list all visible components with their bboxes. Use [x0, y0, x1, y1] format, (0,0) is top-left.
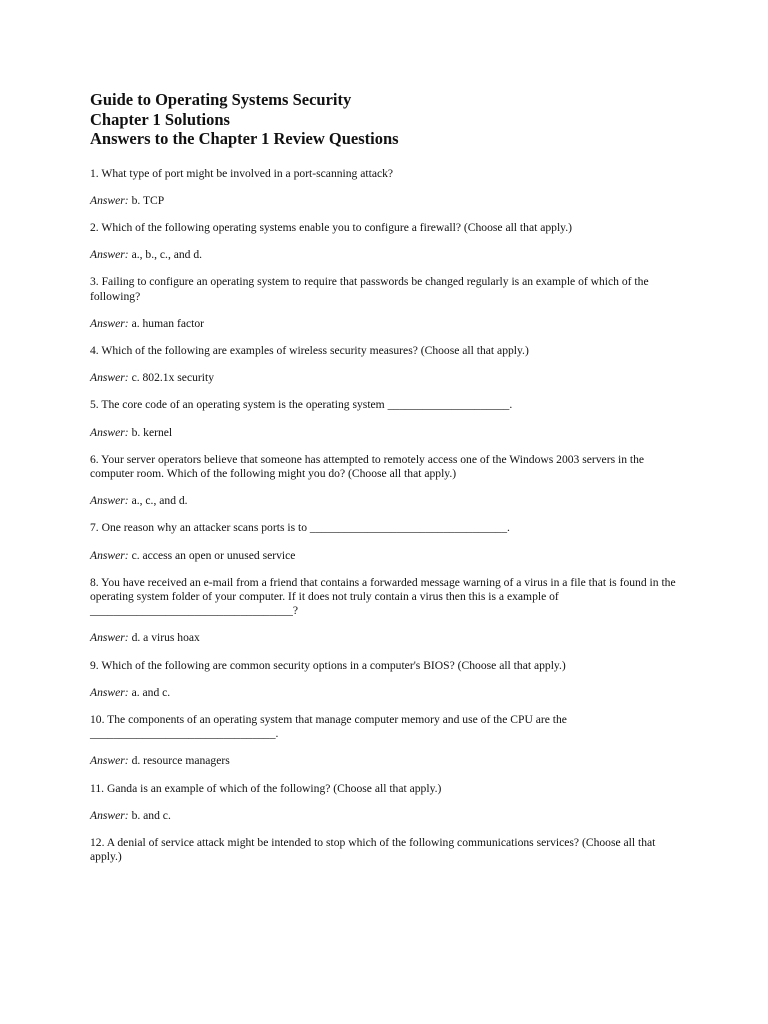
answer-text: c. access an open or unused service — [131, 548, 296, 562]
answer-text: b. TCP — [131, 193, 165, 207]
answer-label: Answer: — [90, 685, 129, 699]
question-text: 3. Failing to configure an operating system to require that passwords be changed regularly is an example of which of the following? — [90, 275, 649, 303]
section-title: Answers to the Chapter 1 Review Questions — [90, 129, 399, 148]
answer-line — [90, 549, 690, 563]
answer-label: Answer: — [90, 425, 129, 439]
question-text: 11. Ganda is an example of which of the following? (Choose all that apply.) — [90, 781, 442, 795]
answer-line — [90, 754, 690, 768]
chapter-title: Chapter 1 Solutions — [90, 109, 230, 129]
document-page — [90, 90, 690, 877]
question-text: 4. Which of the following are examples of wireless security measures? (Choose all that apply.) — [90, 343, 529, 357]
answer-line — [90, 809, 690, 823]
answer-label: Answer: — [90, 248, 129, 262]
answer-label: Answer: — [90, 754, 129, 768]
question-list — [90, 167, 690, 865]
answer-text: b. kernel — [131, 425, 173, 439]
document-title: Guide to Operating Systems Security — [90, 90, 352, 109]
question-text: 1. What type of port might be involved in a port-scanning attack? — [90, 166, 394, 180]
answer-line — [90, 686, 690, 700]
answer-line — [90, 631, 690, 645]
question-text: 10. The components of an operating system that manage computer memory and use of the CPU are the ________________________________. — [90, 712, 567, 741]
answer-text: a., c., and d. — [131, 494, 188, 508]
question-text: 5. The core code of an operating system is the operating system _____________________. — [90, 398, 513, 412]
answer-label: Answer: — [90, 371, 129, 385]
answer-label: Answer: — [90, 631, 129, 645]
answer-line — [90, 194, 690, 208]
answer-label: Answer: — [90, 494, 129, 508]
answer-line — [90, 317, 690, 331]
answer-text: d. a virus hoax — [131, 631, 200, 645]
answer-label: Answer: — [90, 193, 129, 207]
answer-label: Answer: — [90, 808, 129, 822]
answer-label: Answer: — [90, 548, 129, 562]
answer-line — [90, 371, 690, 385]
answer-text: a., b., c., and d. — [131, 248, 203, 262]
answer-line — [90, 426, 690, 440]
question-text: 6. Your server operators believe that someone has attempted to remotely access one of the Windows 2003 servers in the computer room. Which of the following might you do? (Choose all that apply.) — [90, 452, 645, 480]
answer-text: d. resource managers — [131, 754, 230, 768]
answer-line — [90, 494, 690, 508]
document-header — [90, 90, 690, 149]
question-text: 7. One reason why an attacker scans ports is to __________________________________. — [90, 521, 510, 535]
question-text: 8. You have received an e-mail from a friend that contains a forwarded message warning of a virus in a file that is found in the operating system folder of your computer. If it does not truly contain a virus then this is a example of ___________________________________? — [90, 575, 676, 618]
answer-label: Answer: — [90, 316, 129, 330]
answer-text: a. and c. — [131, 685, 171, 699]
answer-line — [90, 248, 690, 262]
answer-text: c. 802.1x security — [131, 371, 214, 385]
answer-text: a. human factor — [131, 316, 204, 330]
question-text: 12. A denial of service attack might be intended to stop which of the following communications services? (Choose all that apply.) — [90, 835, 656, 864]
question-text: 9. Which of the following are common security options in a computer's BIOS? (Choose all that apply.) — [90, 658, 566, 672]
question-text: 2. Which of the following operating systems enable you to configure a firewall? (Choose all that apply.) — [90, 220, 572, 234]
answer-text: b. and c. — [131, 808, 171, 822]
